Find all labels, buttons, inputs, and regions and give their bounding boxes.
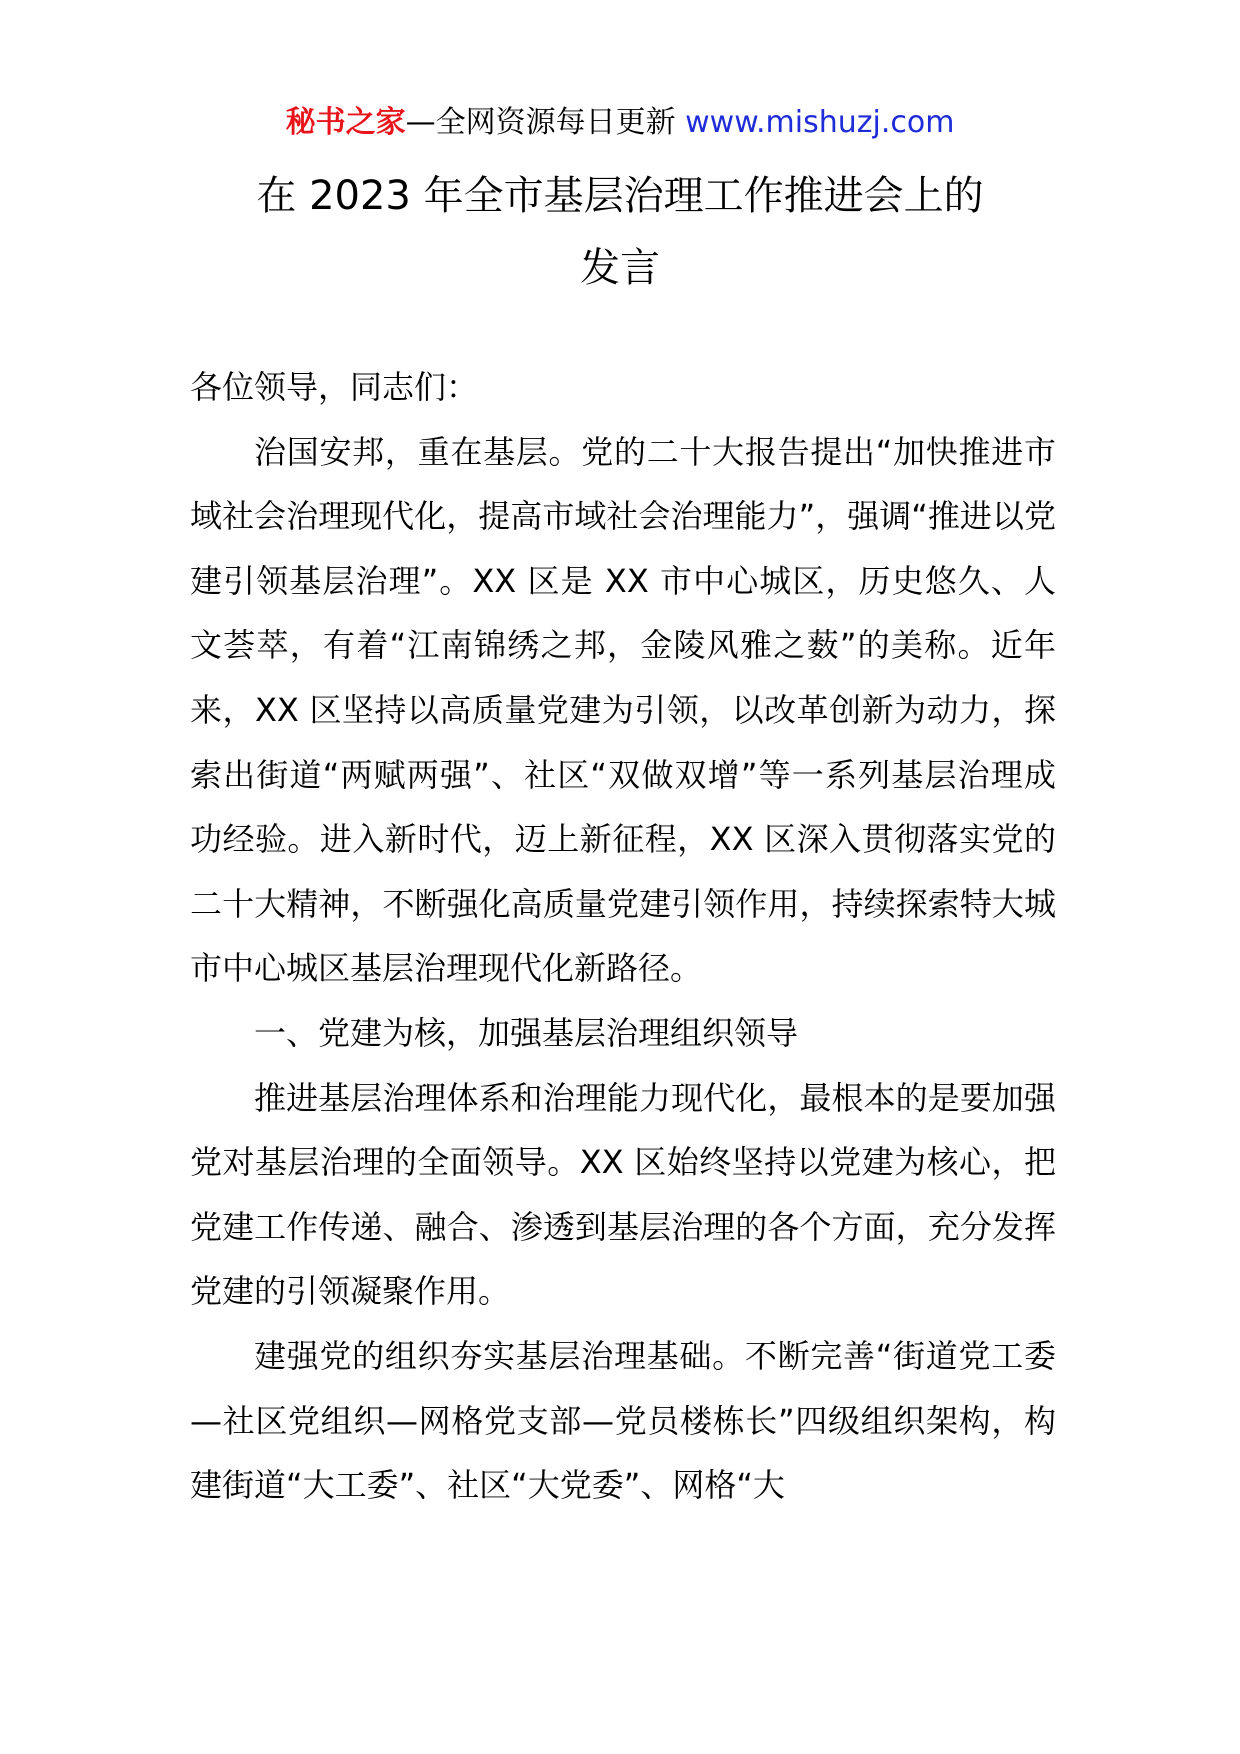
document-title [0,160,1240,304]
paragraph-section-1: 推进基层治理体系和治理能力现代化，最根本的是要加强党对基层治理的全面领导。XX 区始终坚持以党建为核心，把党建工作传递、融合、渗透到基层治理的各个方面，充分发挥党建的引领凝聚作用。 [190,1078,1056,1311]
brand-name: 秘书之家 [285,105,406,140]
salutation: 各位领导，同志们： [190,368,479,406]
title-line-2: 发言 [580,245,660,291]
section-heading-1: 一、党建为核，加强基层治理组织领导 [254,1013,799,1052]
document-body [190,355,1056,1518]
paragraph-intro: 治国安邦，重在基层。党的二十大报告提出“加快推进市域社会治理现代化，提高市域社会治理能力”，强调“推进以党建引领基层治理”。XX 区是 XX 市中心城区，历史悠久、人文荟萃，有着“江南锦绣之邦，金陵风雅之薮”的美称。近年来，XX 区坚持以高质量党建为引领，以改革创新为动力，探索出街道“两赋两强”、社区“双做双增”等一系列基层治理成功经验。进入新时代，迈上新征程，XX 区深入贯彻落实党的二十大精神，不断强化高质量党建引领作用，持续探索特大城市中心城区基层治理现代化新路径。 [190,432,1056,988]
title-line-1: 在 2023 年全市基层治理工作推进会上的 [256,173,984,219]
site-url-link[interactable]: www.mishuzj.com [685,105,955,140]
header-tagline: —全网资源每日更新 [405,105,686,140]
paragraph-organization: 建强党的组织夯实基层治理基础。不断完善“街道党工委—社区党组织—网格党支部—党员楼栋长”四级组织架构，构建街道“大工委”、社区“大党委”、网格“大 [190,1336,1056,1505]
watermark-header [0,100,1240,146]
